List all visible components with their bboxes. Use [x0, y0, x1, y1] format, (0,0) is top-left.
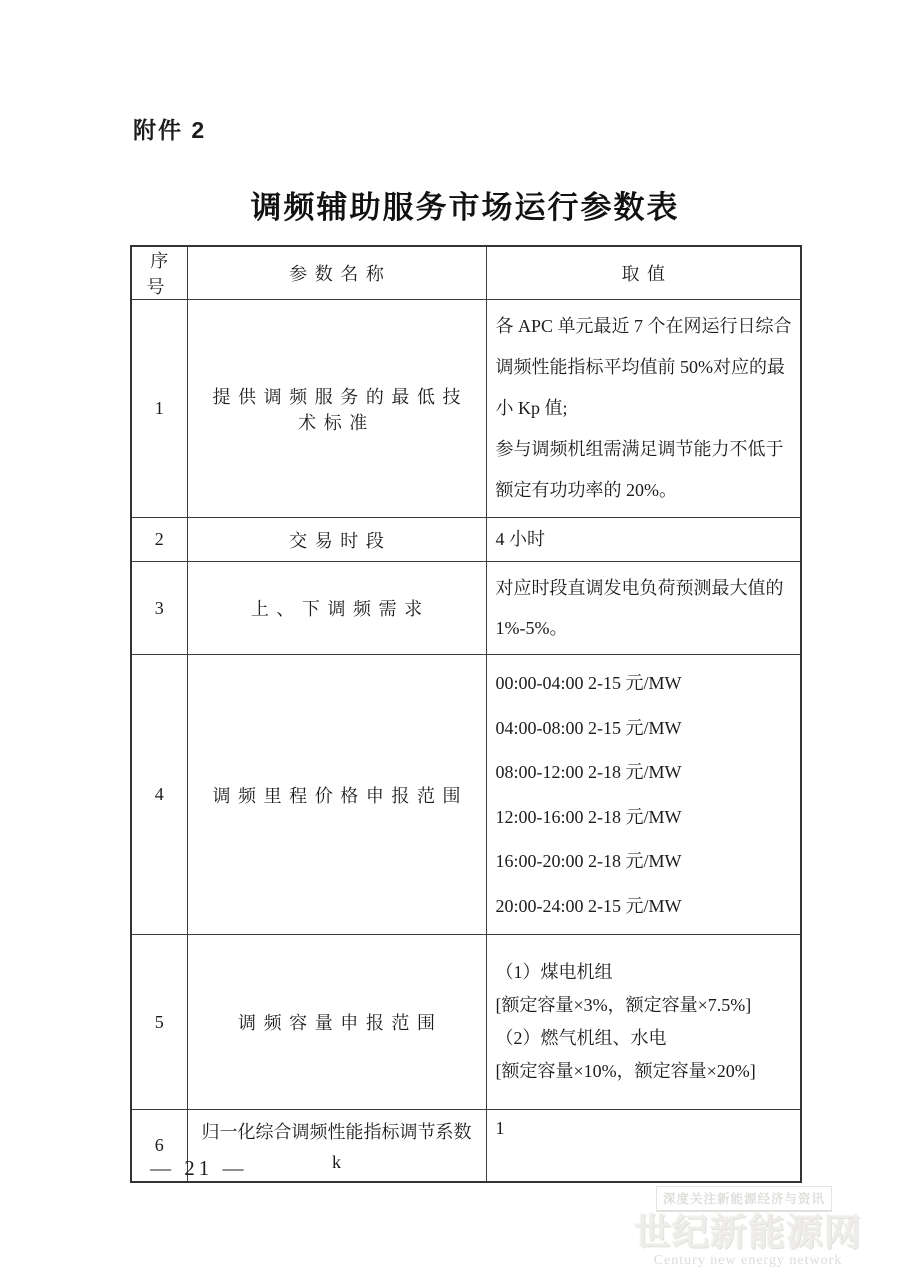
- value-line: 04:00-08:00 2-15 元/MW: [495, 717, 682, 738]
- value-line: 08:00-12:00 2-18 元/MW: [495, 762, 682, 782]
- header-no: 序号: [131, 246, 187, 300]
- value-line: 12:00-16:00 2-18 元/MW: [495, 806, 682, 827]
- table-header-row: [131, 246, 801, 300]
- parameter-value: 1: [486, 1110, 801, 1182]
- value-line: 20:00-24:00 2-15 元/MW: [495, 895, 682, 916]
- value-line: 00:00-04:00 2-15 元/MW: [495, 673, 682, 693]
- page-title: 调频辅助服务市场运行参数表: [250, 190, 680, 225]
- page-number: — 21 —: [150, 1156, 248, 1180]
- parameter-name: 上、下调频需求: [187, 562, 486, 655]
- row-number: 5: [131, 935, 187, 1110]
- table-row: [131, 518, 801, 562]
- table-row: [131, 655, 801, 935]
- parameter-name: 调频里程价格申报范围: [187, 655, 486, 935]
- parameter-name: 调频容量申报范围: [187, 935, 486, 1110]
- row-number: 1: [131, 300, 187, 518]
- parameter-name-line: 归一化综合调频性能指标调节系数: [201, 1121, 472, 1142]
- parameters-table: [130, 245, 802, 1183]
- row-number: 6: [131, 1110, 187, 1182]
- attachment-label: 附件 2: [133, 117, 207, 143]
- value-paragraph: 各 APC 单元最近 7 个在网运行日综合调频性能指标平均值前 50%对应的最小 Kp 值;: [495, 316, 792, 418]
- parameter-name: 提供调频服务的最低技术标准: [187, 300, 486, 518]
- header-value: 取值: [486, 246, 801, 300]
- value-line: [额定容量×3%，额定容量×7.5%]: [495, 995, 752, 1015]
- table-row: [131, 935, 801, 1110]
- parameter-name: 交易时段: [187, 518, 486, 562]
- parameter-name-line: k: [332, 1151, 341, 1172]
- value-paragraph: 参与调频机组需满足调节能力不低于额定有功功率的 20%。: [495, 439, 784, 500]
- header-name: 参数名称: [187, 246, 486, 300]
- value-line: [额定容量×10%，额定容量×20%]: [495, 1061, 756, 1081]
- table-row: [131, 300, 801, 518]
- row-number: 3: [131, 562, 187, 655]
- parameter-value: [486, 300, 801, 518]
- row-number: 4: [131, 655, 187, 935]
- value-line: （2）燃气机组、水电: [495, 1028, 667, 1048]
- watermark-brand: 世纪新能源网: [634, 1212, 862, 1253]
- value-line: （1）煤电机组: [495, 962, 613, 982]
- value-line: 16:00-20:00 2-18 元/MW: [495, 851, 682, 871]
- parameter-value: [486, 655, 801, 935]
- watermark: [628, 1186, 868, 1269]
- row-number: 2: [131, 518, 187, 562]
- parameter-value: 对应时段直调发电负荷预测最大值的 1%-5%。: [486, 562, 801, 655]
- table-row: [131, 562, 801, 655]
- parameter-value: 4 小时: [486, 518, 801, 562]
- parameter-value: [486, 935, 801, 1110]
- watermark-tagline: 深度关注新能源经济与资讯: [656, 1186, 832, 1212]
- watermark-subtitle: Century new energy network: [653, 1253, 843, 1268]
